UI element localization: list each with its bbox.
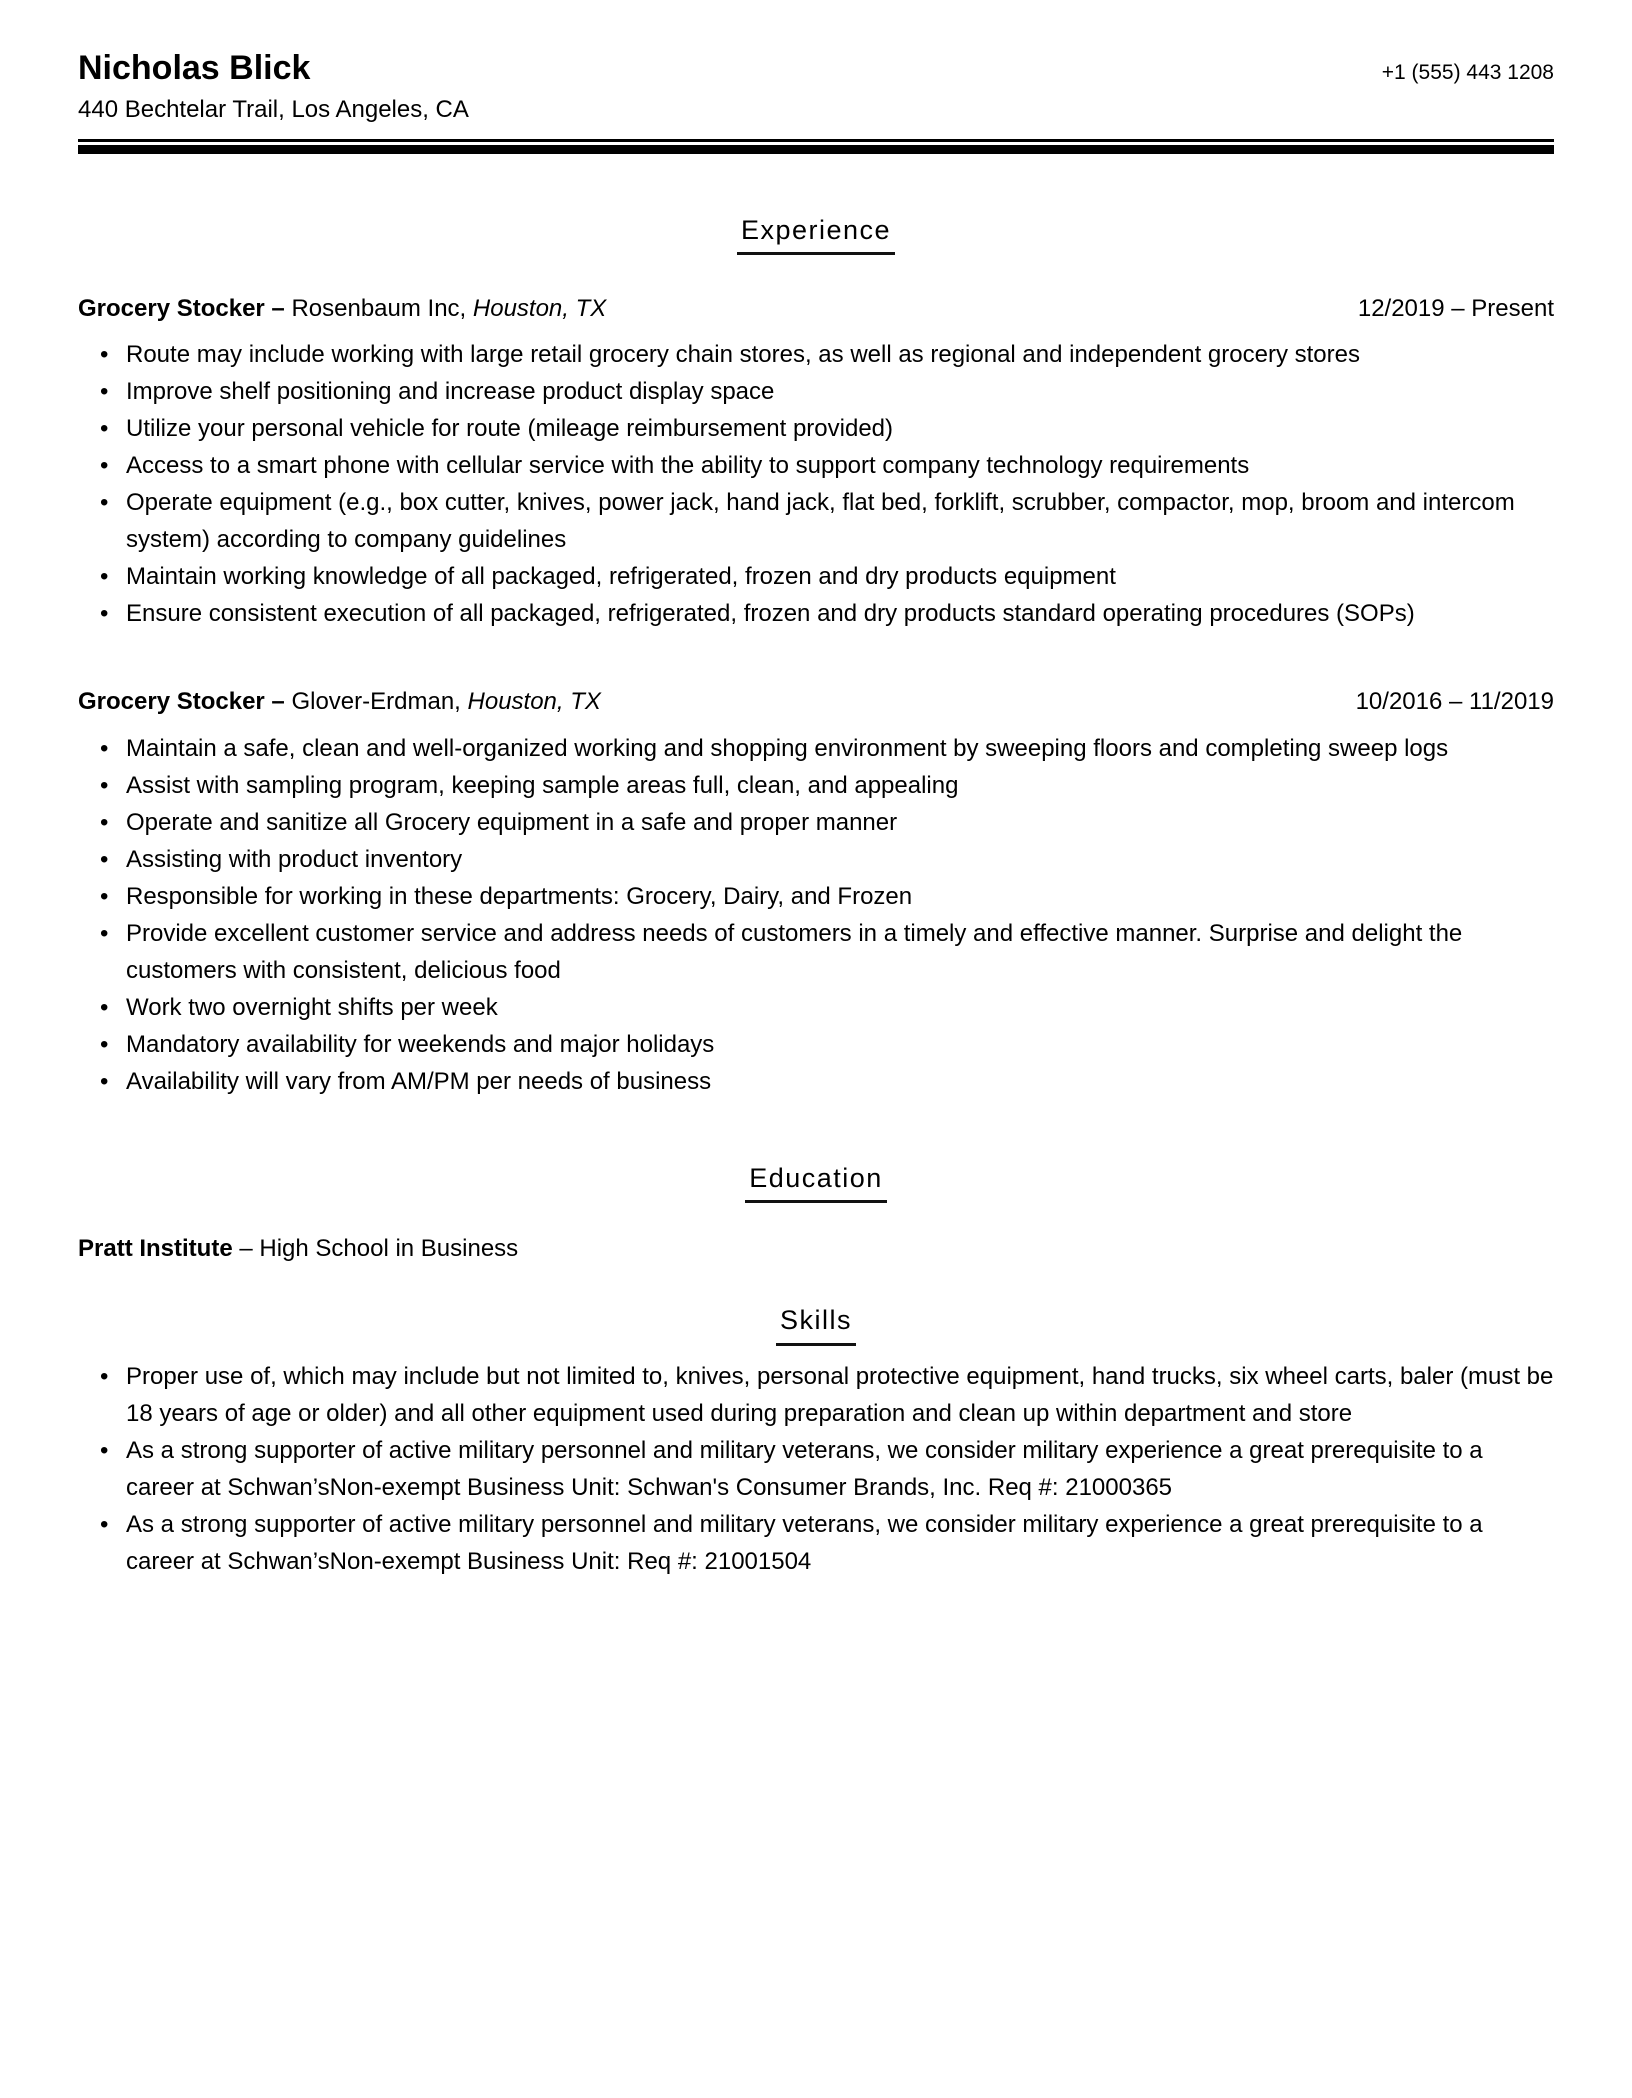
skill-bullet: • Proper use of, which may include but not limited to, knives, personal protective equipment, hand trucks, six wheel carts, baler (must be 18 years of age or older) and all other equipment used during preparation and clean up within department and store [78,1358,1554,1432]
job-bullet: • Mandatory availability for weekends and major holidays [78,1026,1554,1063]
candidate-name: Nicholas Blick [78,49,311,87]
job-bullet: • Provide excellent customer service and address needs of customers in a timely and effective manner. Surprise and delight the customers with consistent, delicious food [78,915,1554,989]
skill-bullet: • As a strong supporter of active military personnel and military veterans, we consider military experience a great prerequisite to a career at Schwan’sNon-exempt Business Unit: Req #: 21001504 [78,1506,1554,1580]
education-entry [78,1233,1554,1264]
job-location: Houston, TX [472,295,607,323]
resume-header [78,48,1554,154]
job-bullet: • Operate equipment (e.g., box cutter, knives, power jack, hand jack, flat bed, forklift, scrubber, compactor, mop, broom and intercom system) according to company guidelines [78,484,1554,558]
job-company: Glover-Erdman, [291,688,468,716]
education-section-heading [78,1162,1554,1203]
job-bullet: • Maintain working knowledge of all packaged, refrigerated, frozen and dry products equipment [78,558,1554,595]
job-bullet-list [78,336,1554,632]
job-title: Grocery Stocker – [78,295,292,323]
phone-number: +1 (555) 443 1208 [1381,61,1554,84]
job-bullet: • Responsible for working in these departments: Grocery, Dairy, and Frozen [78,878,1554,915]
job-bullet-list [78,730,1554,1100]
job-title: Grocery Stocker – [78,688,292,716]
header-divider-rule [78,139,1554,154]
job-bullet: • Assisting with product inventory [78,841,1554,878]
job-dates: 12/2019 – Present [1357,295,1554,323]
job-location: Houston, TX [467,688,601,716]
job-bullet: • Utilize your personal vehicle for route (mileage reimbursement provided) [78,410,1554,447]
skill-bullet: • As a strong supporter of active military personnel and military veterans, we consider military experience a great prerequisite to a career at Schwan’sNon-exempt Business Unit: Schwan's Consumer Brands, Inc. Req #: 21000365 [78,1432,1554,1506]
experience-section-heading [78,214,1554,255]
job-company: Rosenbaum Inc, [291,295,473,323]
job-bullet: • Route may include working with large retail grocery chain stores, as well as regional and independent grocery stores [78,336,1554,373]
job-bullet: • Access to a smart phone with cellular service with the ability to support company technology requirements [78,447,1554,484]
job-bullet: • Work two overnight shifts per week [78,989,1554,1026]
skills-bullet-list [78,1358,1554,1580]
job-dates: 10/2016 – 11/2019 [1355,688,1554,716]
candidate-address: 440 Bechtelar Trail, Los Angeles, CA [78,95,469,123]
education-heading-text: Education [745,1162,887,1203]
education-degree: – High School in Business [239,1234,519,1262]
job-bullet: • Availability will vary from AM/PM per needs of business [78,1063,1554,1100]
job-title-line [78,686,601,717]
job-entry-glover-erdman [78,686,1554,1099]
job-header [78,686,1554,717]
experience-heading-text: Experience [737,214,895,255]
job-title-line [78,293,606,324]
header-row [78,48,1554,89]
job-bullet: • Ensure consistent execution of all packaged, refrigerated, frozen and dry products standard operating procedures (SOPs) [78,595,1554,632]
job-header [78,293,1554,324]
job-bullet: • Maintain a safe, clean and well-organized working and shopping environment by sweeping floors and completing sweep logs [78,730,1554,767]
skills-section-heading [78,1304,1554,1345]
job-bullet: • Operate and sanitize all Grocery equipment in a safe and proper manner [78,804,1554,841]
skills-heading-text: Skills [776,1304,856,1345]
education-school: Pratt Institute [78,1234,240,1262]
job-bullet: • Improve shelf positioning and increase product display space [78,373,1554,410]
job-bullet: • Assist with sampling program, keeping sample areas full, clean, and appealing [78,767,1554,804]
job-entry-rosenbaum [78,293,1554,632]
